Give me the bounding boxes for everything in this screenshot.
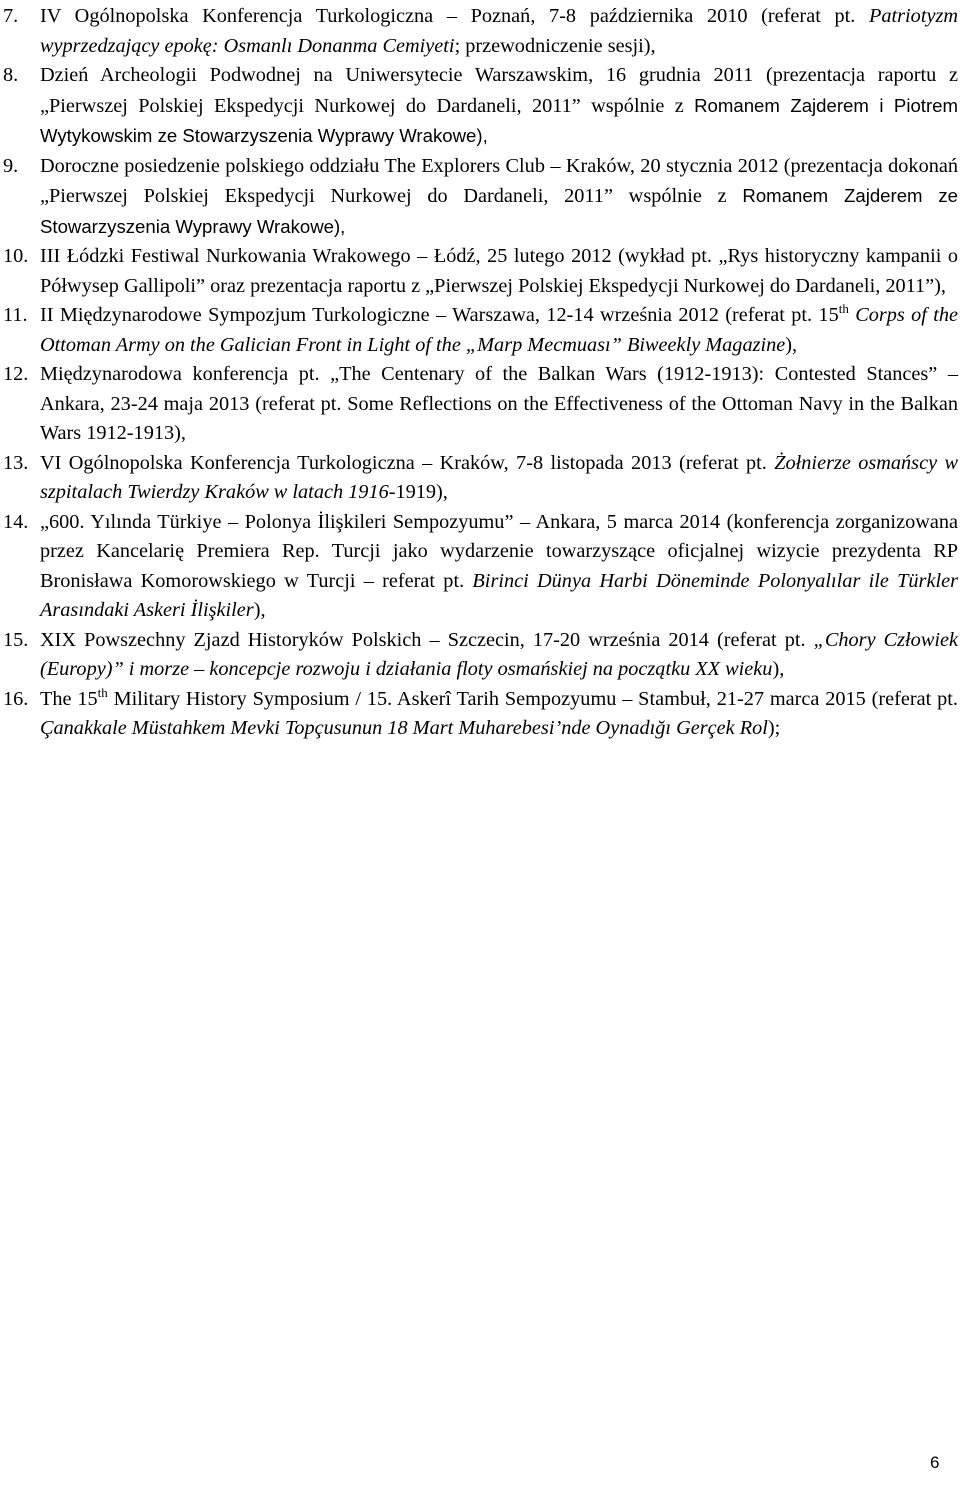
item-text: Patriotyzm wyprzedzający epokę: Osmanlı Donanma Cemiyeti bbox=[40, 5, 958, 57]
item-number: 16. bbox=[3, 687, 29, 710]
item-text: III Łódzki Festiwal Nurkowania Wrakowego – Łódź, 25 lutego 2012 (wykład pt. „Rys historyczny kampanii o Półwysep Gallipoli” oraz prezentacja raportu z „Pierwszej Polskiej Ekspedycji Nurkowej do Dardaneli, 2011”), bbox=[40, 245, 958, 297]
item-text: ), bbox=[253, 599, 266, 621]
item-text: Doroczne posiedzenie polskiego oddziału The Explorers Club – Kraków, 20 stycznia 2012 (prezentacja dokonań „Pierwszej Polskiej Ekspedycji Nurkowej do Dardaneli, 2011” wspólnie z bbox=[40, 154, 958, 207]
item-number: 8. bbox=[3, 64, 19, 86]
item-text: Çanakkale Müstahkem Mevki Topçusunun 18 Mart Muharebesi’nde Oynadığı Gerçek Rol bbox=[40, 717, 768, 739]
item-text: XIX Powszechny Zjazd Historyków Polskich – Szczecin, 17-20 września 2014 (referat pt. bbox=[40, 628, 814, 651]
list-item bbox=[0, 360, 958, 449]
item-text: Dzień Archeologii Podwodnej na Uniwersytecie Warszawskim, 16 grudnia 2011 (prezentacja raportu z „Pierwszej Polskiej Ekspedycji Nurkowej do Dardaneli, 2011” wspólnie z bbox=[40, 64, 958, 117]
item-number: 15. bbox=[3, 628, 29, 651]
item-text: ; przewodniczenie sesji), bbox=[454, 34, 656, 57]
item-text: ); bbox=[767, 717, 781, 739]
item-text: Romanem Zajderem ze Stowarzyszenia Wyprawy Wrakowe), bbox=[40, 185, 958, 237]
list-item bbox=[0, 301, 958, 360]
item-text: th bbox=[97, 684, 108, 700]
item-text: th bbox=[838, 301, 849, 316]
item-text: IV Ogólnopolska Konferencja Turkologiczna – Poznań, 7-8 października 2010 (referat pt. bbox=[40, 5, 869, 27]
list-item bbox=[0, 626, 958, 685]
list-item bbox=[0, 2, 958, 61]
item-text: Military History Symposium / 15. Askerî Tarih Sempozyumu – Stambuł, 21-27 marca 2015 (referat pt. bbox=[107, 687, 958, 710]
item-text: Corps of the Ottoman Army on the Galician Front in Light of the „Marp Mecmuası” Biweekly Magazine bbox=[40, 304, 959, 356]
item-number: 14. bbox=[3, 510, 29, 533]
list-item bbox=[0, 508, 958, 626]
conference-list bbox=[0, 2, 958, 744]
item-number: 12. bbox=[3, 363, 29, 385]
list-item bbox=[0, 152, 958, 243]
item-number: 9. bbox=[3, 154, 19, 177]
page-number: 6 bbox=[930, 1453, 940, 1472]
item-text: Międzynarodowa konferencja pt. „The Centenary of the Balkan Wars (1912-1913): Contested Stances” – Ankara, 23-24 maja 2013 (referat pt. Some Reflections on the Effectiveness of the Ottoman Navy in the Balkan Wars 1912-1913), bbox=[40, 363, 958, 444]
item-number: 7. bbox=[3, 5, 19, 27]
item-text: Birinci Dünya Harbi Döneminde Polonyalılar ile Türkler Arasındaki Askeri İlişkiler bbox=[40, 569, 958, 621]
item-number: 11. bbox=[3, 304, 28, 326]
item-text: Żołnierze osmańscy w szpitalach Twierdzy Kraków w latach 1916 bbox=[40, 451, 958, 503]
item-text: „Chory Człowiek (Europy)” i morze – koncepcje rozwoju i działania floty osmańskiej na początku XX wieku bbox=[40, 628, 958, 680]
list-item bbox=[0, 685, 958, 744]
item-text: ), bbox=[785, 333, 798, 356]
item-number: 10. bbox=[3, 245, 29, 267]
item-text: „600. Yılında Türkiye – Polonya İlişkileri Sempozyumu” – Ankara, 5 marca 2014 (konferencja zorganizowana przez Kancelarię Premiera Rep. Turcji jako wydarzenie towarzyszące oficjalnej wizycie prezydenta RP Bronisława Komorowskiego w Turcji – referat pt. bbox=[40, 510, 958, 592]
item-text: VI Ogólnopolska Konferencja Turkologiczna – Kraków, 7-8 listopada 2013 (referat pt. bbox=[40, 451, 775, 474]
item-number: 13. bbox=[3, 451, 29, 474]
list-item bbox=[0, 242, 958, 301]
item-text: ), bbox=[772, 658, 785, 680]
item-text: -1919), bbox=[388, 481, 448, 503]
item-text: II Międzynarodowe Sympozjum Turkologiczne – Warszawa, 12-14 września 2012 (referat pt. 15 bbox=[40, 304, 839, 326]
list-item bbox=[0, 449, 958, 508]
item-text: Romanem Zajderem i Piotrem Wytykowskim ze Stowarzyszenia Wyprawy Wrakowe), bbox=[40, 94, 958, 146]
list-item bbox=[0, 61, 958, 152]
item-text: The 15 bbox=[40, 687, 98, 710]
